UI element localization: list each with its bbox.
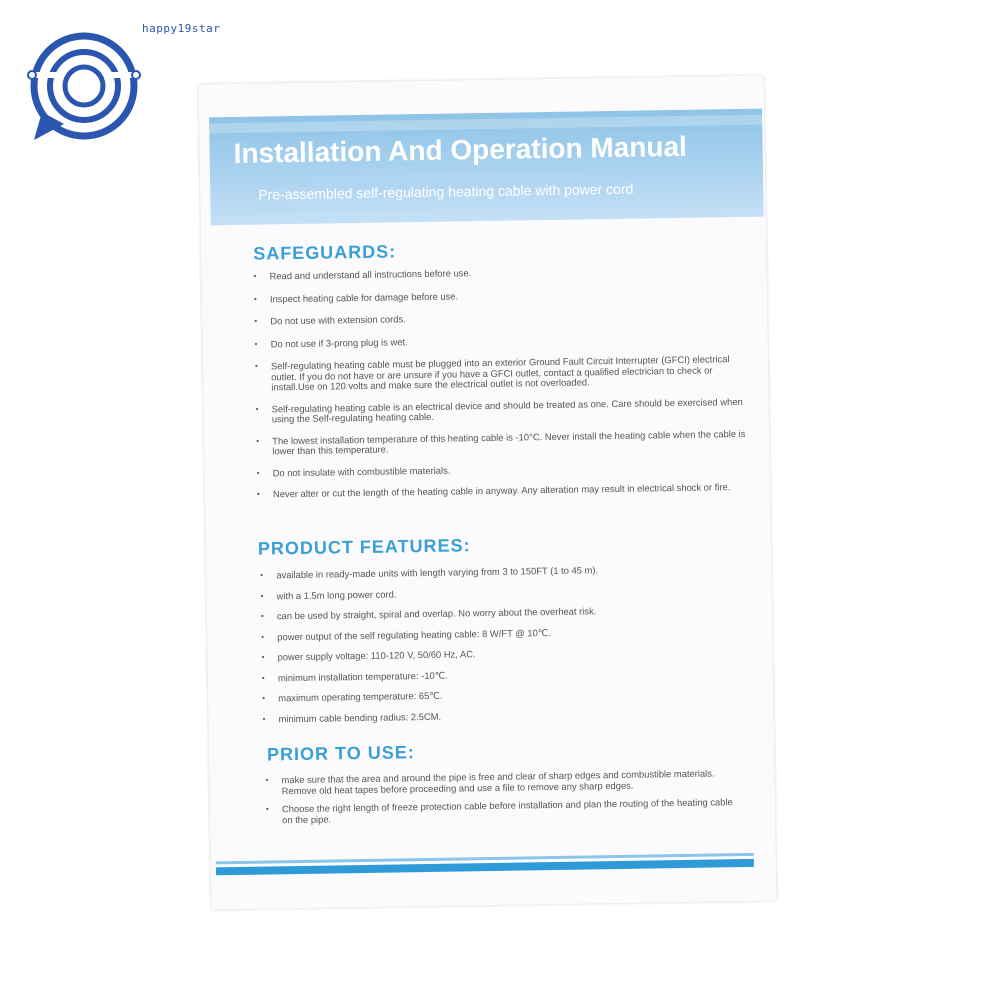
list-item: • minimum cable bending radius: 2.5CM.	[260, 707, 740, 725]
prior-to-use-list	[263, 768, 734, 825]
safeguards-list	[252, 264, 751, 500]
list-item: • Inspect heating cable for damage before use.	[252, 286, 747, 304]
list-item: • Do not use if 3-prong plug is wet.	[253, 331, 748, 349]
list-item: • minimum installation temperature: -10℃.	[260, 666, 740, 684]
list-item: • power output of the self regulating heating cable: 8 W/FT @ 10℃.	[259, 625, 739, 643]
list-item: • power supply voltage: 110-120 V, 50/60 Hz, AC.	[259, 645, 739, 663]
list-item: • Self-regulating heating cable must be plugged into an exterior Ground Fault Circuit Interrupter (GFCI) electrical outlet. If you do not have or are unsure if you have a GFCI outlet, contact a qualified electrician to check or install.Use on 120 volts and make sure the electrical outlet is not overloaded.	[253, 354, 748, 393]
list-item: • Do not use with extension cords.	[252, 309, 747, 327]
list-item: • Self-regulating heating cable is an electrical device and should be treated as one. Care should be exercised when using the Self-regulating heating cable.	[254, 396, 749, 425]
bottom-accent-bar	[216, 859, 754, 875]
list-item: • with a 1.5m long power cord.	[259, 584, 739, 602]
list-item: • can be used by straight, spiral and overlap. No worry about the overheat risk.	[259, 604, 739, 622]
brand-logo-icon	[24, 28, 144, 148]
manual-sheet	[199, 76, 777, 910]
list-item: • available in ready-made units with length varying from 3 to 150FT (1 to 45 m).	[258, 563, 738, 581]
manual-title: Installation And Operation Manual	[233, 130, 688, 169]
prior-to-use-heading: PRIOR TO USE:	[266, 742, 415, 765]
manual-sheet-wrapper	[205, 80, 770, 905]
list-item: • Never alter or cut the length of the heating cable in anyway. Any alteration may result in electrical shock or fire.	[255, 482, 750, 500]
list-item: • Do not insulate with combustible materials.	[255, 460, 750, 478]
list-item: • maximum operating temperature: 65℃.	[260, 686, 740, 704]
list-item: • Read and understand all instructions before use.	[252, 264, 747, 282]
safeguards-heading: SAFEGUARDS:	[253, 241, 397, 264]
list-item: • The lowest installation temperature of this heating cable is -10°C. Never install the heating cable when the cable is lower than this temperature.	[254, 428, 749, 457]
manual-subtitle: Pre-assembled self-regulating heating cable with power cord	[258, 180, 634, 203]
watermark-text: happy19star	[142, 22, 221, 35]
product-features-heading: PRODUCT FEATURES:	[257, 535, 471, 559]
list-item: • make sure that the area and around the pipe is free and clear of sharp edges and combustible materials. Remove old heat tapes before proceeding and use a file to remove any sharp edges.	[263, 768, 733, 796]
product-features-list	[258, 563, 740, 725]
list-item: • Choose the right length of freeze protection cable before installation and plan the routing of the heating cable on the pipe.	[264, 797, 734, 825]
